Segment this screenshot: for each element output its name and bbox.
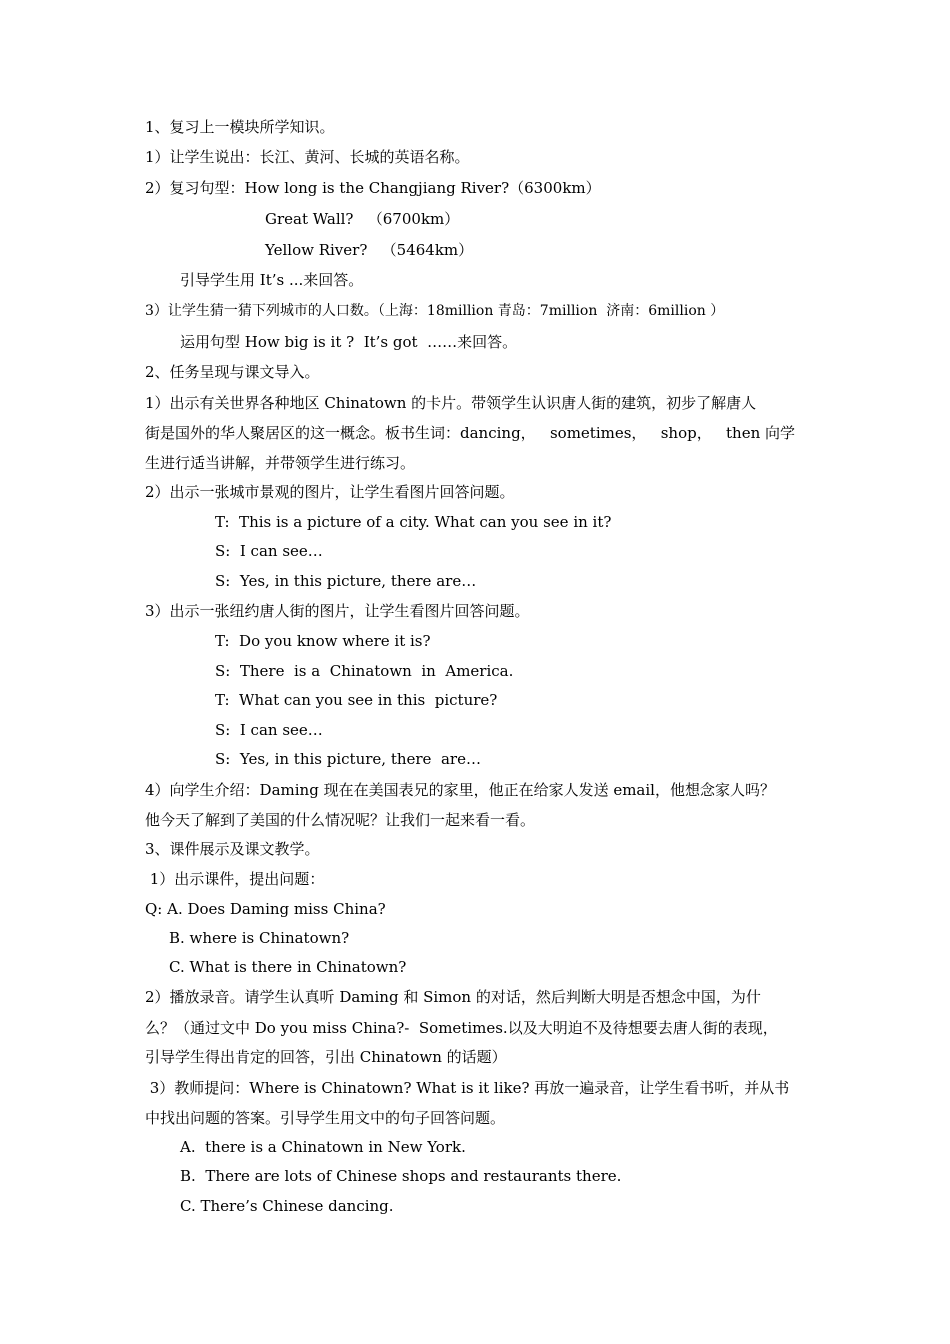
text-line: Great Wall? （6700km） xyxy=(265,210,460,228)
text-line: 3）出示一张纽约唐人街的图片，让学生看图片回答问题。 xyxy=(145,602,530,620)
text-line: Yellow River? （5464km） xyxy=(265,241,474,259)
text-line: 么？（通过文中 Do you miss China?- Sometimes.以及大明迫不及待想要去唐人街的表现， xyxy=(145,1019,778,1037)
text-line: 他今天了解到了美国的什么情况呢？让我们一起来看一看。 xyxy=(145,811,536,829)
text-line: 3）教师提问：Where is Chinatown? What is it like? 再放一遍录音，让学生看书听，并从书 xyxy=(145,1079,790,1097)
text-line: S: There is a Chinatown in America. xyxy=(215,662,514,680)
text-line: 1、复习上一模块所学知识。 xyxy=(145,118,335,136)
text-line: 运用句型 How big is it ? It’s got ……来回答。 xyxy=(180,333,518,351)
text-line: T: This is a picture of a city. What can you see in it? xyxy=(215,513,612,531)
text-line: 2）出示一张城市景观的图片，让学生看图片回答问题。 xyxy=(145,483,515,501)
text-line: 3、课件展示及课文教学。 xyxy=(145,840,320,858)
text-line: 生进行适当讲解，并带领学生进行练习。 xyxy=(145,454,416,472)
text-line: 4）向学生介绍：Daming 现在在美国表兄的家里，他正在给家人发送 email，他想念家人吗？ xyxy=(145,781,775,799)
text-line: 中找出问题的答案。引导学生用文中的句子回答问题。 xyxy=(145,1109,506,1127)
text-line: 1）让学生说出：长江、黄河、长城的英语名称。 xyxy=(145,148,470,166)
text-line: S: Yes, in this picture, there are… xyxy=(215,750,481,768)
text-line: T: Do you know where it is? xyxy=(215,632,431,650)
text-line: S: Yes, in this picture, there are… xyxy=(215,572,477,590)
text-line: 3）让学生猜一猜下列城市的人口数。（上海：18million 青岛：7million 济南：6million ） xyxy=(145,303,725,319)
text-line: 引导学生用 It’s ...来回答。 xyxy=(180,271,364,289)
text-line: 2）复习句型：How long is the Changjiang River?（6300km） xyxy=(145,179,601,197)
text-line: 2、任务呈现与课文导入。 xyxy=(145,363,320,381)
text-line: C. What is there in Chinatown? xyxy=(169,958,407,976)
text-line: B. where is Chinatown? xyxy=(169,929,350,947)
text-line: S: I can see… xyxy=(215,542,323,560)
text-line: B. There are lots of Chinese shops and restaurants there. xyxy=(180,1167,622,1185)
text-line: T: What can you see in this picture? xyxy=(215,691,498,709)
text-line: S: I can see… xyxy=(215,721,323,739)
text-line: 2）播放录音。请学生认真听 Daming 和 Simon 的对话，然后判断大明是否想念中国，为什 xyxy=(145,988,761,1006)
text-line: 引导学生得出肯定的回答，引出 Chinatown 的话题） xyxy=(145,1048,507,1066)
text-line: C. There’s Chinese dancing. xyxy=(180,1197,394,1215)
text-line: Q: A. Does Daming miss China? xyxy=(145,900,386,918)
text-line: 1）出示有关世界各种地区 Chinatown 的卡片。带领学生认识唐人街的建筑，初步了解唐人 xyxy=(145,394,757,412)
text-line: 1）出示课件，提出问题： xyxy=(145,870,325,888)
text-line: A. there is a Chinatown in New York. xyxy=(180,1138,466,1156)
text-line: 街是国外的华人聚居区的这一概念。板书生词：dancing， sometimes， shop， then 向学 xyxy=(145,424,796,442)
